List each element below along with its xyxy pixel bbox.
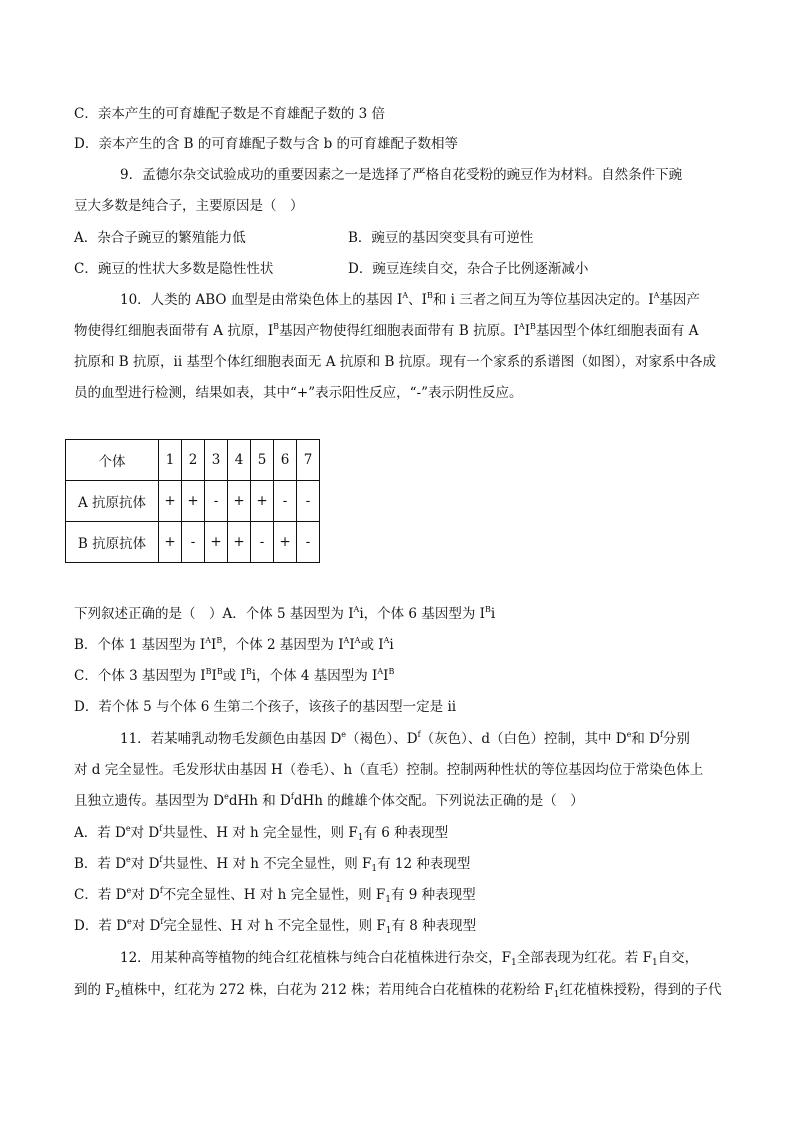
table-cell: - xyxy=(251,522,274,563)
table-row xyxy=(66,522,320,563)
table-header-label: 个体 xyxy=(66,440,159,481)
row-label: B 抗原抗体 xyxy=(66,522,159,563)
q11-option-d: D．若 De对 $D^f$完全显性、H 对 h 不完全显性，则 $F_1$有 8 种表现型 xyxy=(74,917,477,936)
table-cell: + xyxy=(205,522,228,563)
table-row xyxy=(66,481,320,522)
q10-question-with-option-a: 下列叙述正确的是（ ）A．个体 5 基因型为 $I^Ai$，个体 6 基因型为 $I^Bi$ xyxy=(74,605,496,622)
q10-stem-line2: 物使得红细胞表面带有 A 抗原，$I^B$基因产物使得红细胞表面带有 B 抗原。$I^AI^B$基因型个体红细胞表面有 A xyxy=(74,322,699,339)
table-cell: - xyxy=(297,481,320,522)
q11-option-c: C．若 De对 $D^f$不完全显性、H 对 h 完全显性，则 $F_1$有 9 种表现型 xyxy=(74,886,476,905)
table-cell: + xyxy=(228,522,251,563)
q9-option-a: A．杂合子豌豆的繁殖能力低 xyxy=(74,230,246,246)
q11-option-a: A．若 De对 $D^f$共显性、H 对 h 完全显性，则 $F_1$有 6 种表现型 xyxy=(74,824,449,843)
table-col-header: 6 xyxy=(274,440,297,481)
table-cell: - xyxy=(205,481,228,522)
row-label: A 抗原抗体 xyxy=(66,481,159,522)
table-col-header: 5 xyxy=(251,440,274,481)
q9-stem-line1: 9．孟德尔杂交试验成功的重要因素之一是选择了严格自花受粉的豌豆作为材料。自然条件下豌 xyxy=(120,167,683,183)
table-cell: - xyxy=(274,481,297,522)
q12-stem-line2: 到的 $F_2$植株中，红花为 272 株，白花为 212 株；若用纯合白花植株的花粉给 $F_1$红花植株授粉，得到的子代 xyxy=(74,982,722,1000)
q10-stem-line3: 抗原和 B 抗原，ii 基型个体红细胞表面无 A 抗原和 B 抗原。现有一个家系的系谱图（如图），对家系中各成 xyxy=(74,354,717,370)
q9-option-b: B．豌豆的基因突变具有可逆性 xyxy=(348,230,534,246)
table-cell: + xyxy=(182,481,205,522)
q10-option-c: C．个体 3 基因型为 $I^BI^B$或 $I^Bi$，个体 4 基因型为 $I^AI^B$ xyxy=(74,667,395,684)
q9-stem-line2: 豆大多数是纯合子，主要原因是（ ） xyxy=(74,198,304,214)
table-cell: - xyxy=(297,522,320,563)
q11-stem-line2: 对 d 完全显性。毛发形状由基因 H（卷毛）、h（直毛）控制。控制两种性状的等位基因均位于常染色体上 xyxy=(74,762,704,778)
table-cell: + xyxy=(159,481,182,522)
q11-stem-line1: 11．若某哺乳动物毛发颜色由基因 De（褐色）、$D^f$（灰色）、d（白色）控制，其中 De和 $D^f$分别 xyxy=(120,730,690,747)
table-col-header: 4 xyxy=(228,440,251,481)
table-col-header: 3 xyxy=(205,440,228,481)
table-col-header: 2 xyxy=(182,440,205,481)
q9-option-c: C．豌豆的性状大多数是隐性性状 xyxy=(74,261,274,277)
table-cell: + xyxy=(251,481,274,522)
q10-stem-line4: 员的血型进行检测，结果如表，其中“+”表示阳性反应，“-”表示阴性反应。 xyxy=(74,385,523,401)
table-cell: - xyxy=(182,522,205,563)
table-col-header: 1 xyxy=(159,440,182,481)
q11-option-b: B．若 De对 $D^f$共显性、H 对 h 不完全显性，则 $F_1$有 12 种表现型 xyxy=(74,855,471,874)
q11-stem-line3: 且独立遗传。基因型为 DedHh 和 $D^fdHh$ 的雌雄个体交配。下列说法正确的是（ ） xyxy=(74,792,584,809)
q10-stem-line1: 10．人类的 ABO 血型是由常染色体上的基因 $I^A$、$I^B$和 i 三者之间互为等位基因决定的。$I^A$基因产 xyxy=(120,291,700,308)
table-cell: + xyxy=(159,522,182,563)
q8-option-c: C．亲本产生的可育雄配子数是不育雄配子数的 3 倍 xyxy=(74,106,386,122)
q9-option-d: D．豌豆连续自交，杂合子比例逐渐减小 xyxy=(348,261,589,277)
q10-option-d: D．若个体 5 与个体 6 生第二个孩子，该孩子的基因型一定是 ii xyxy=(74,699,457,715)
blood-type-table xyxy=(65,439,320,563)
table-cell: + xyxy=(228,481,251,522)
table-col-header: 7 xyxy=(297,440,320,481)
table-header-row xyxy=(66,440,320,481)
q10-option-b: B．个体 1 基因型为 $I^AI^B$，个体 2 基因型为 $I^AI^A$或 $I^Ai$ xyxy=(74,636,394,653)
q8-option-d: D．亲本产生的含 B 的可育雄配子数与含 b 的可育雄配子数相等 xyxy=(74,136,459,152)
q12-stem-line1: 12．用某种高等植物的纯合红花植株与纯合白花植株进行杂交，$F_1$全部表现为红花。若 $F_1$自交， xyxy=(120,950,699,968)
table-cell: + xyxy=(274,522,297,563)
